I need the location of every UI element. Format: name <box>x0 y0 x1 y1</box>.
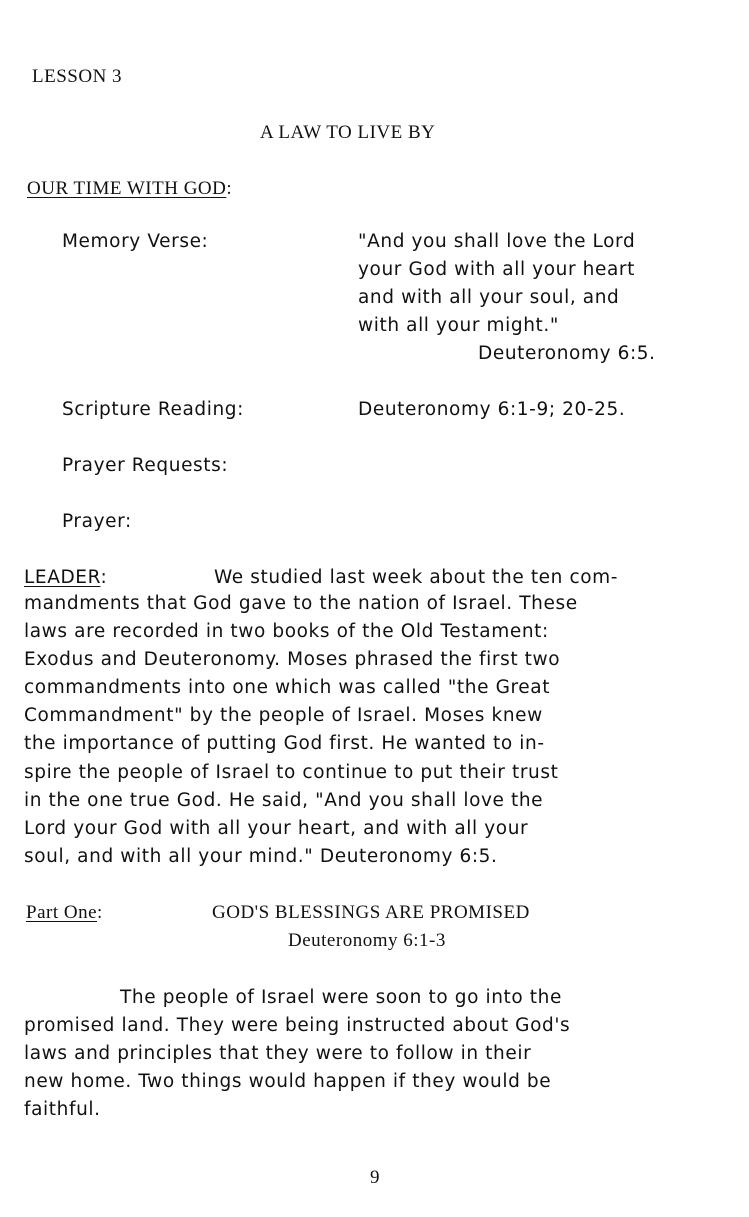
part-one-paragraph <box>24 984 694 1124</box>
page-title: A LAW TO LIVE BY <box>260 122 436 143</box>
paragraph-line: spire the people of Israel to continue to put their trust <box>24 761 559 783</box>
section-heading-text: OUR TIME WITH GOD <box>27 178 227 199</box>
lesson-label: LESSON 3 <box>32 66 123 87</box>
memory-verse-line: "And you shall love the Lord <box>358 231 636 252</box>
leader-label-colon: : <box>100 567 108 588</box>
prayer-label: Prayer: <box>62 511 132 532</box>
memory-verse-line: your God with all your heart <box>358 259 635 280</box>
leader-label-text: LEADER <box>24 567 101 588</box>
paragraph-line: laws are recorded in two books of the Old Testament: <box>24 621 549 643</box>
paragraph-line: The people of Israel were soon to go into the <box>120 987 562 1008</box>
leader-paragraph <box>24 590 694 871</box>
paragraph-line: promised land. They were being instructed about God's <box>24 1015 571 1037</box>
section-heading <box>27 178 232 200</box>
paragraph-line: the importance of putting God first. He wanted to in- <box>24 733 545 755</box>
prayer-requests-label: Prayer Requests: <box>62 455 229 476</box>
part-one-reference: Deuteronomy 6:1-3 <box>288 930 446 951</box>
paragraph-line: Commandment" by the people of Israel. Moses knew <box>24 705 543 727</box>
part-one-label-text: Part One <box>26 902 98 923</box>
memory-verse-reference: Deuteronomy 6:5. <box>478 343 656 364</box>
scripture-reading-label: Scripture Reading: <box>62 399 244 420</box>
paragraph-line: laws and principles that they were to follow in their <box>24 1043 532 1065</box>
paragraph-line: mandments that God gave to the nation of Israel. These <box>24 593 578 614</box>
paragraph-line: commandments into one which was called "the Great <box>24 677 551 699</box>
part-one-heading: GOD'S BLESSINGS ARE PROMISED <box>212 902 530 923</box>
page-number: 9 <box>370 1167 380 1188</box>
memory-verse-label: Memory Verse: <box>62 231 209 252</box>
part-one-label-colon: : <box>97 902 103 923</box>
memory-verse-line: and with all your soul, and <box>358 287 620 308</box>
leader-first-line: We studied last week about the ten com- <box>214 567 619 588</box>
paragraph-line: Exodus and Deuteronomy. Moses phrased the first two <box>24 649 561 671</box>
scripture-reading-value: Deuteronomy 6:1-9; 20-25. <box>358 399 626 420</box>
paragraph-line: soul, and with all your mind." Deuteronomy 6:5. <box>24 845 498 867</box>
paragraph-line: new home. Two things would happen if they would be <box>24 1071 552 1093</box>
paragraph-line: faithful. <box>24 1099 101 1121</box>
paragraph-line: in the one true God. He said, "And you shall love the <box>24 789 544 811</box>
section-heading-colon: : <box>226 178 233 199</box>
paragraph-line: Lord your God with all your heart, and with all your <box>24 817 529 839</box>
leader-label <box>24 567 107 588</box>
part-one-label <box>26 902 103 924</box>
memory-verse-line: with all your might." <box>358 315 559 336</box>
